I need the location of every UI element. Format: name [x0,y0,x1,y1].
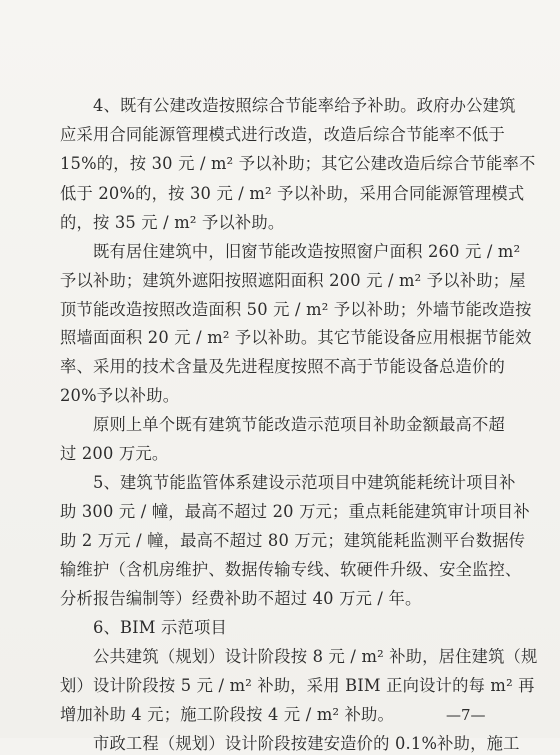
text-line: 的，按 35 元 / m² 予以补助。 [60,213,285,232]
text-line: 6、BIM 示范项目 [60,618,227,637]
text-line: 助 2 万元 / 幢，最高不超过 80 万元；建筑能耗监测平台数据传 [60,531,526,550]
text-line: 既有居住建筑中，旧窗节能改造按照窗户面积 260 元 / m² [60,242,521,261]
text-line: 照墙面面积 20 元 / m² 予以补助。其它节能设备应用根据节能效 [60,328,532,347]
text-line: 公共建筑（规划）设计阶段按 8 元 / m² 补助，居住建筑（规 [60,647,538,666]
page-number: —7— [446,706,486,724]
text-line: 助 300 元 / 幢，最高不超过 20 万元；重点耗能建筑审计项目补 [60,502,530,521]
text-line: 输维护（含机房维护、数据传输专线、软硬件升级、安全监控、 [60,560,522,579]
text-line: 增加补助 4 元；施工阶段按 4 元 / m² 补助。 [60,705,395,724]
text-line: 应采用合同能源管理模式进行改造，改造后综合节能率不低于 [60,125,505,144]
text-line: 划）设计阶段按 5 元 / m² 补助，采用 BIM 正向设计的每 m² 再 [60,676,535,695]
text-line: 予以补助；建筑外遮阳按照遮阳面积 200 元 / m² 予以补助；屋 [60,271,526,290]
text-line: 市政工程（规划）设计阶段按建安造价的 0.1%补助，施工 [60,734,520,753]
text-line: 率、采用的技术含量及先进程度按照不高于节能设备总造价的 [60,357,505,376]
text-line: 5、建筑节能监管体系建设示范项目中建筑能耗统计项目补 [60,473,516,492]
text-line: 15%的，按 30 元 / m² 予以补助；其它公建改造后综合节能率不 [60,154,536,173]
text-line: 4、既有公建改造按照综合节能率给予补助。政府办公建筑 [60,96,516,115]
text-line: 分析报告编制等）经费补助不超过 40 万元 / 年。 [60,589,422,608]
text-line: 20%予以补助。 [60,386,180,405]
text-line: 顶节能改造按照改造面积 50 元 / m² 予以补助；外墙节能改造按 [60,300,532,319]
text-line: 过 200 万元。 [60,444,169,463]
text-line: 低于 20%的，按 30 元 / m² 予以补助，采用合同能源管理模式 [60,184,525,203]
text-line: 原则上单个既有建筑节能改造示范项目补助金额最高不超 [60,415,505,434]
